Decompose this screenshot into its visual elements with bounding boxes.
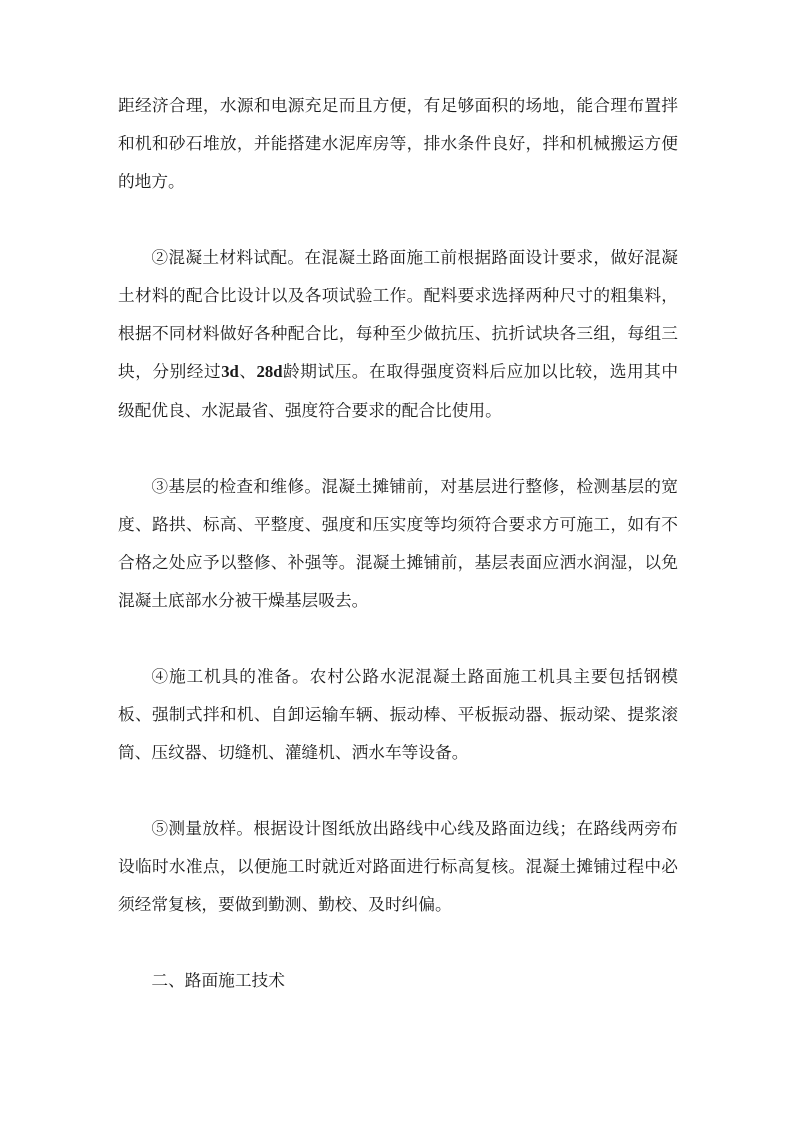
paragraph-equipment-preparation: ④施工机具的准备。农村公路水泥混凝土路面施工机具主要包括钢模板、强制式拌和机、自卸运输车辆、振动棒、平板振动器、振动梁、提浆滚筒、压纹器、切缝机、灌缝机、洒水车等设备。 <box>118 666 678 762</box>
age-3d: 3d <box>221 362 239 381</box>
section-heading: 二、路面施工技术 <box>151 970 285 990</box>
paragraph-text-segment: ②混凝土材料试配。在混凝土路面施工前根据路面设计要求，做好混凝土材料的配合比设计以及各项试验工作。配料要求选择两种尺寸的粗集料，根据不同材料做好各种配合比，每种至少做抗压、抗折试块各三组，每组三块，分别经过 <box>118 247 678 381</box>
paragraph-site-selection: 距经济合理，水源和电源充足而且方便，有足够面积的场地，能合理布置拌和机和砂石堆放，并能搭建水泥库房等，排水条件良好，拌和机械搬运方便的地方。 <box>118 95 678 191</box>
paragraph-base-inspection: ③基层的检查和维修。混凝土摊铺前，对基层进行整修，检测基层的宽度、路拱、标高、平整度、强度和压实度等均须符合要求方可施工，如有不合格之处应予以整修、补强等。混凝土摊铺前，基层表面应洒水润湿，以免混凝土底部水分被干燥基层吸去。 <box>118 476 678 610</box>
age-28d: 28d <box>256 362 283 381</box>
paragraph-survey-layout: ⑤测量放样。根据设计图纸放出路线中心线及路面边线；在路线两旁布设临时水准点，以便施工时就近对路面进行标高复核。混凝土摊铺过程中必须经常复核，要做到勤测、勤校、及时纠偏。 <box>118 818 678 914</box>
paragraph-text-segment: 龄期试压。在取得强度资料后应加以比较，选用其中级配优良、水泥最省、强度符合要求的配合比使用。 <box>118 361 679 420</box>
paragraph-material-trial-mix <box>118 238 678 429</box>
document-body <box>118 86 678 999</box>
separator: 、 <box>238 361 257 381</box>
